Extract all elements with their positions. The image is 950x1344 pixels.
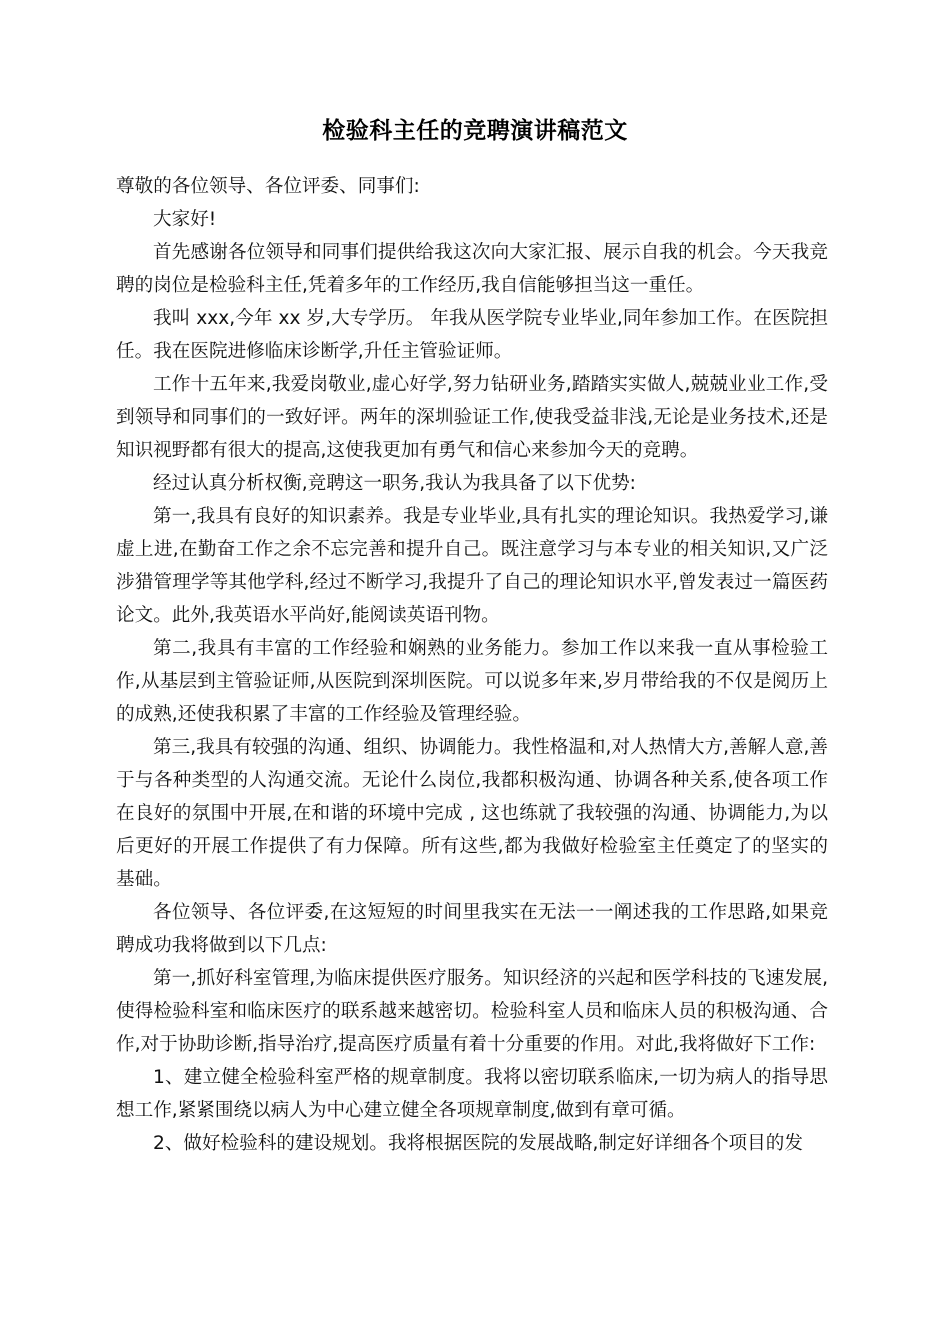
salutation-paragraph: 尊敬的各位领导、各位评委、同事们: bbox=[116, 176, 420, 197]
list-item-paragraph: 1、建立健全检验科室严格的规章制度。我将以密切联系临床,一切为病人的指导思想工作,紧紧围绕以病人为中心建立健全各项规章制度,做到有章可循。 bbox=[116, 1067, 828, 1121]
body-paragraph: 第二,我具有丰富的工作经验和娴熟的业务能力。参加工作以来我一直从事检验工作,从基层到主管验证师,从医院到深圳医院。可以说多年来,岁月带给我的不仅是阅历上的成熟,还使我积累了丰富的工作经验及管理经验。 bbox=[116, 638, 828, 725]
body-paragraph: 第一,我具有良好的知识素养。我是专业毕业,具有扎实的理论知识。我热爱学习,谦虚上进,在勤奋工作之余不忘完善和提升自己。既注意学习与本专业的相关知识,又广泛涉猎管理学等其他学科,经过不断学习,我提升了自己的理论知识水平,曾发表过一篇医药论文。此外,我英语水平尚好,能阅读英语刊物。 bbox=[116, 506, 828, 626]
list-item-paragraph: 2、做好检验科的建设规划。我将根据医院的发展战略,制定好详细各个项目的发 bbox=[153, 1133, 803, 1154]
document-title: 检验科主任的竞聘演讲稿范文 bbox=[322, 118, 628, 144]
document-body bbox=[116, 170, 828, 1160]
body-paragraph: 我叫 xxx,今年 xx 岁,大专学历。 年我从医学院专业毕业,同年参加工作。在医院担任。我在医院进修临床诊断学,升任主管验证师。 bbox=[116, 308, 828, 362]
body-paragraph: 经过认真分析权衡,竞聘这一职务,我认为我具备了以下优势: bbox=[153, 473, 636, 494]
body-paragraph: 工作十五年来,我爱岗敬业,虚心好学,努力钻研业务,踏踏实实做人,兢兢业业工作,受到领导和同事们的一致好评。两年的深圳验证工作,使我受益非浅,无论是业务技术,还是知识视野都有很大的提高,这使我更加有勇气和信心来参加今天的竞聘。 bbox=[116, 374, 828, 461]
body-paragraph: 第三,我具有较强的沟通、组织、协调能力。我性格温和,对人热情大方,善解人意,善于与各种类型的人沟通交流。无论什么岗位,我都积极沟通、协调各种关系,使各项工作在良好的氛围中开展,在和谐的环境中完成 , 这也练就了我较强的沟通、协调能力,为以后更好的开展工作提供了有力保障。所有这些,都为我做好检验室主任奠定了的坚实的基础。 bbox=[116, 737, 828, 890]
body-paragraph: 第一,抓好科室管理,为临床提供医疗服务。知识经济的兴起和医学科技的飞速发展,使得检验科室和临床医疗的联系越来越密切。检验科室人员和临床人员的积极沟通、合作,对于协助诊断,指导治疗,提高医疗质量有着十分重要的作用。对此,我将做好下工作: bbox=[116, 968, 828, 1055]
body-paragraph: 各位领导、各位评委,在这短短的时间里我实在无法一一阐述我的工作思路,如果竞聘成功我将做到以下几点: bbox=[116, 902, 828, 956]
body-paragraph: 首先感谢各位领导和同事们提供给我这次向大家汇报、展示自我的机会。今天我竞聘的岗位是检验科主任,凭着多年的工作经历,我自信能够担当这一重任。 bbox=[116, 242, 828, 296]
greeting-paragraph: 大家好! bbox=[153, 209, 217, 230]
